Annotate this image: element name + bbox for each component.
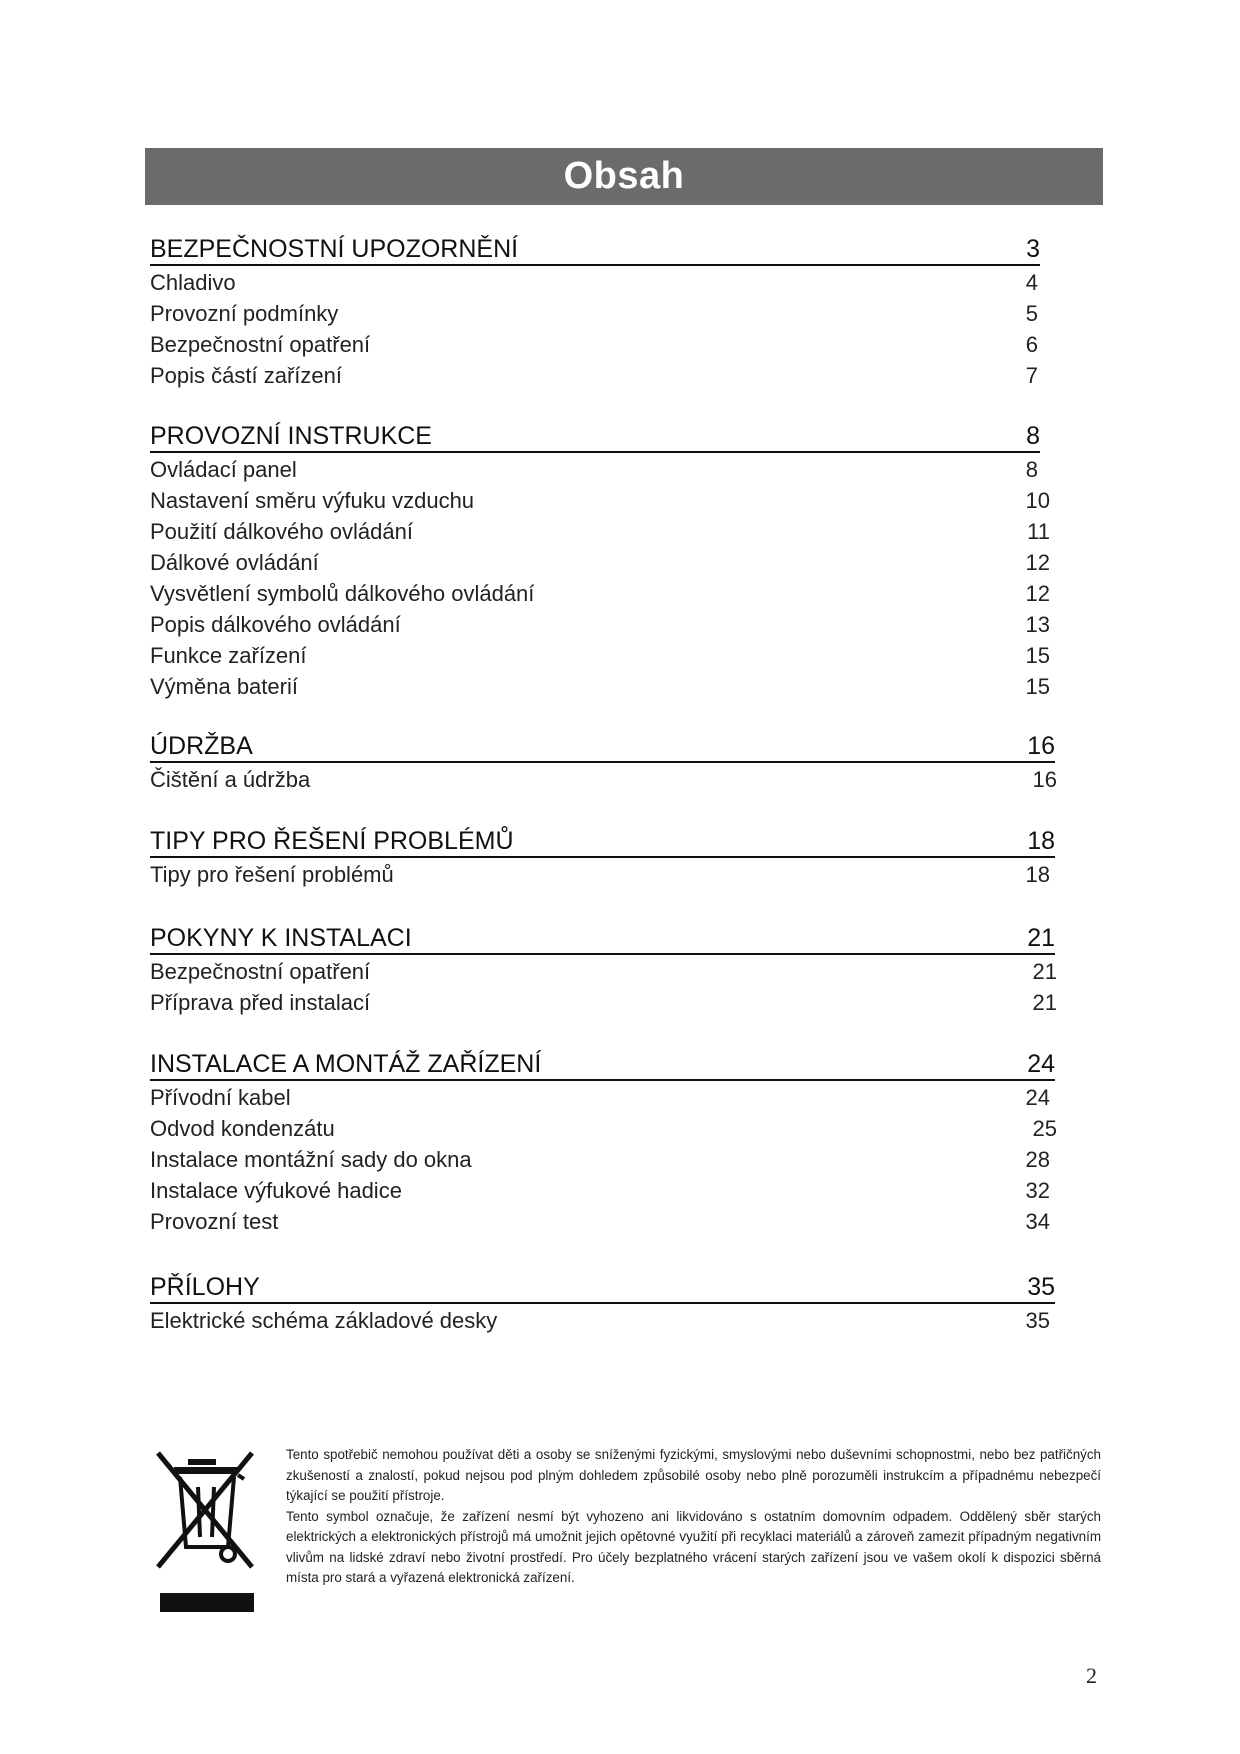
toc-entry-label: Elektrické schéma základové desky <box>150 1308 498 1333</box>
toc-section-title: PROVOZNÍ INSTRUKCE <box>150 422 432 450</box>
toc-entry-page: 28 <box>1025 1147 1050 1172</box>
toc-section <box>150 1271 1070 1335</box>
toc-entry <box>150 763 1070 794</box>
toc-entry-label: Tipy pro řešení problémů <box>150 862 394 887</box>
toc-entry <box>150 608 1070 639</box>
toc-entry-page: 5 <box>1025 301 1038 326</box>
toc-entry <box>150 670 1070 701</box>
toc-entry-page: 7 <box>1025 363 1038 388</box>
toc-entry-label: Ovládací panel <box>150 457 297 482</box>
toc-entry-page: 32 <box>1025 1178 1050 1203</box>
toc-entry-label: Chladivo <box>150 270 236 295</box>
toc-entry-label: Instalace výfukové hadice <box>150 1178 402 1203</box>
toc-entry <box>150 1081 1070 1112</box>
toc-entry-label: Čištění a údržba <box>150 767 311 792</box>
toc-entry <box>150 577 1070 608</box>
notice-paragraph-2: Tento symbol označuje, že zařízení nesmí být vyhozeno ani likvidováno s ostatním domovním odpadem. Oddělený sběr starých elektrických a elektronických přístrojů má umožnit jejich opětovné využití při recyklaci materiálů a zároveň zamezit případným negativním vlivům na lidské zdraví nebo životní prostředí. Pro účely bezplatného vrácení starých zařízení jsou ve vašem okolí k dispozici sběrná místa pro stará a vyřazená elektronická zařízení. <box>286 1508 1101 1585</box>
toc-entry <box>150 1143 1070 1174</box>
toc-section-heading <box>150 233 1040 266</box>
toc-section-heading <box>150 730 1055 763</box>
toc-entry-label: Bezpečnostní opatření <box>150 332 371 357</box>
toc-section <box>150 420 1070 701</box>
toc-section <box>150 233 1070 390</box>
toc-entry-page: 15 <box>1025 643 1050 668</box>
page-number: 2 <box>1086 1663 1097 1688</box>
toc-entry-label: Popis dálkového ovládání <box>150 612 401 637</box>
toc-section-page: 3 <box>1026 235 1040 263</box>
toc-section-title: TIPY PRO ŘEŠENÍ PROBLÉMŮ <box>150 827 514 855</box>
toc-entry-page: 34 <box>1025 1209 1050 1234</box>
toc-section <box>150 730 1070 794</box>
toc-entry-label: Odvod kondenzátu <box>150 1116 335 1141</box>
toc-entry-label: Příprava před instalací <box>150 990 371 1015</box>
toc-section-page: 21 <box>1027 924 1055 952</box>
toc-entry <box>150 955 1070 986</box>
crossed-out-wheelie-bin-icon <box>152 1447 262 1612</box>
toc-section-heading <box>150 825 1055 858</box>
toc-entry <box>150 986 1070 1017</box>
toc-entry-label: Výměna baterií <box>150 674 298 699</box>
toc-entry-label: Funkce zařízení <box>150 643 307 668</box>
toc-section-title: POKYNY K INSTALACI <box>150 924 412 952</box>
toc-entry <box>150 453 1070 484</box>
toc-section-heading <box>150 922 1055 955</box>
toc-entry-page: 12 <box>1025 550 1050 575</box>
toc-entry-page: 21 <box>1032 959 1057 984</box>
toc-entry <box>150 639 1070 670</box>
toc-section-title: PŘÍLOHY <box>150 1273 260 1301</box>
disposal-notice <box>286 1445 1101 1589</box>
toc-entry <box>150 359 1070 390</box>
toc-entry <box>150 297 1070 328</box>
toc-entry-page: 8 <box>1025 457 1038 482</box>
toc-entry-page: 25 <box>1032 1116 1057 1141</box>
toc-entry-label: Provozní test <box>150 1209 279 1234</box>
toc-entry-page: 24 <box>1025 1085 1050 1110</box>
toc-entry-page: 12 <box>1025 581 1050 606</box>
toc-entry-label: Popis částí zařízení <box>150 363 342 388</box>
toc-section-title: ÚDRŽBA <box>150 732 253 760</box>
toc-entry <box>150 1112 1070 1143</box>
toc-entry-label: Bezpečnostní opatření <box>150 959 371 984</box>
toc-entry-page: 4 <box>1025 270 1038 295</box>
toc-entry-page: 18 <box>1025 862 1050 887</box>
toc-section-heading <box>150 1048 1055 1081</box>
toc-section-page: 35 <box>1027 1273 1055 1301</box>
toc-section-page: 24 <box>1027 1050 1055 1078</box>
toc-entry <box>150 328 1070 359</box>
toc-section-heading <box>150 420 1040 453</box>
toc-section-title: BEZPEČNOSTNÍ UPOZORNĚNÍ <box>150 235 519 263</box>
toc-entry-page: 13 <box>1025 612 1050 637</box>
notice-paragraph-1: Tento spotřebič nemohou používat děti a osoby se sníženými fyzickými, smyslovými nebo duševními schopnostmi, nebo bez patřičných zkušeností a znalostí, pokud nejsou pod plným dohledem způsobilé osoby nebo plně porozuměli instrukcím a případnému nebezpečí týkající se použití přístroje. <box>286 1447 1101 1503</box>
toc-entry-label: Použití dálkového ovládání <box>150 519 413 544</box>
toc-entry-label: Nastavení směru výfuku vzduchu <box>150 488 475 513</box>
toc-entry <box>150 858 1070 889</box>
title-bar <box>145 148 1103 205</box>
toc-entry <box>150 515 1070 546</box>
toc-entry <box>150 484 1070 515</box>
toc-entry-page: 15 <box>1025 674 1050 699</box>
toc-section <box>150 1048 1070 1236</box>
toc-entry-label: Provozní podmínky <box>150 301 339 326</box>
toc-entry <box>150 1304 1070 1335</box>
toc-entry-label: Dálkové ovládání <box>150 550 319 575</box>
toc-entry <box>150 1205 1070 1236</box>
toc-section-heading <box>150 1271 1055 1304</box>
page-title: Obsah <box>563 155 685 197</box>
toc-entry-label: Přívodní kabel <box>150 1085 291 1110</box>
toc-section-title: INSTALACE A MONTÁŽ ZAŘÍZENÍ <box>150 1050 542 1078</box>
toc-entry <box>150 546 1070 577</box>
toc-entry <box>150 1174 1070 1205</box>
toc-entry <box>150 266 1070 297</box>
toc-section <box>150 922 1070 1017</box>
toc-entry-page: 16 <box>1032 767 1057 792</box>
toc-section-page: 16 <box>1027 732 1055 760</box>
toc-section-page: 18 <box>1027 827 1055 855</box>
toc-entry-label: Instalace montážní sady do okna <box>150 1147 472 1172</box>
toc-section-page: 8 <box>1026 422 1040 450</box>
toc-entry-page: 6 <box>1025 332 1038 357</box>
toc-entry-page: 10 <box>1025 488 1050 513</box>
toc-entry-page: 35 <box>1025 1308 1050 1333</box>
toc-section <box>150 825 1070 889</box>
toc-entry-page: 21 <box>1032 990 1057 1015</box>
toc-entry-page: 11 <box>1027 519 1050 544</box>
toc-entry-label: Vysvětlení symbolů dálkového ovládání <box>150 581 535 606</box>
